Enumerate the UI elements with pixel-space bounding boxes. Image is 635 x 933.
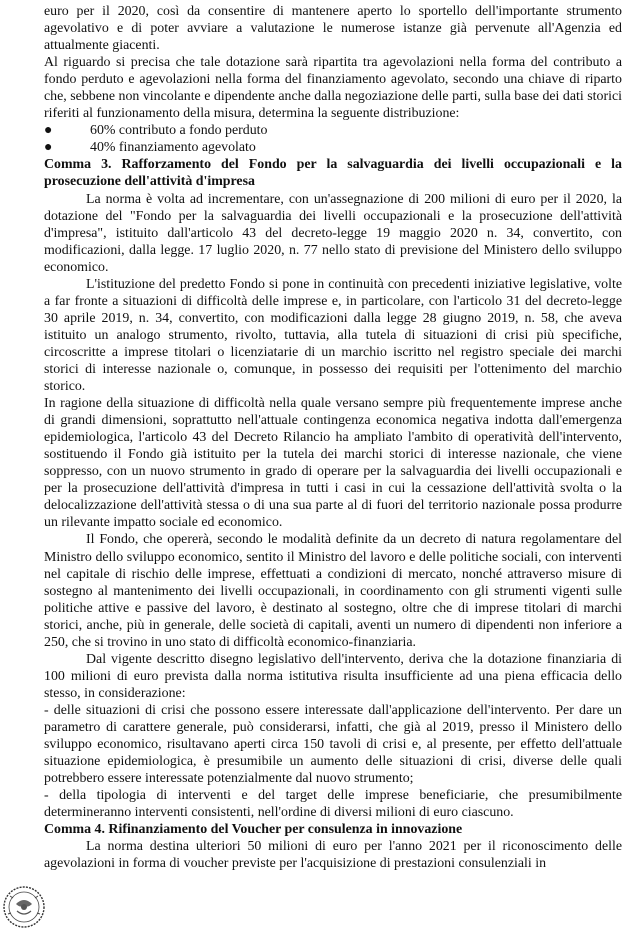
paragraph: euro per il 2020, così da consentire di mantenere aperto lo sportello dell'importante strumento agevolativo e di poter avviare a valutazione le numerose istanze già pervenute all'Agenzia ed attualmente giacenti. — [44, 4, 622, 54]
section-heading-comma-4: Comma 4. Rifinanziamento del Voucher per consulenza in innovazione — [44, 822, 463, 838]
paragraph: In ragione della situazione di difficoltà nella quale versano sempre più frequentemente imprese anche di grandi dimensioni, soprattutto nell'attuale contingenza economica negativa indotta dall'emergenza epidemiologica, l'articolo 43 del Decreto Rilancio ha ampliato l'ambito di operatività dell'intervento, sostituendo il Fondo già istituito per la tutela dei marchi storici di interesse nazionale, che viene soppresso, con un nuovo strumento in grado di operare per la salvaguardia dei livelli occupazionali e per la prosecuzione dell'attività d'impresa in tutti i casi in cui la cessazione dell'attività svolta o la delocalizzazione dell'attività stessa o di una sua parte al di fuori del territorio nazionale possa produrre un rilevante impatto sociale ed economico. — [44, 396, 622, 531]
paragraph: La norma destina ulteriori 50 milioni di euro per l'anno 2021 per il riconoscimento delle agevolazioni in forma di voucher previste per l'acquisizione di prestazioni consulenziali in — [44, 839, 622, 872]
bullet-icon: ● — [44, 140, 53, 156]
paragraph: - delle situazioni di crisi che possono essere interessate dall'applicazione dell'intervento. Per dare un parametro di carattere generale, può considerarsi, infatti, che già al 2019, presso il Ministero dello sviluppo economico, risultavano aperti circa 150 tavoli di crisi e, al presente, per effetto dell'attuale situazione epidemiologica, è presumibile un aumento delle situazioni di crisi, diverse delle quali potrebbero essere interessate potenzialmente dal nuovo strumento; — [44, 702, 622, 787]
list-item — [44, 122, 622, 139]
paragraph: L'istituzione del predetto Fondo si pone in continuità con precedenti iniziative legislative, volte a far fronte a situazioni di difficoltà delle imprese e, in particolare, con l'articolo 31 del decreto-legge 30 aprile 2019, n. 34, convertito, con modificazioni dalla legge 28 giugno 2019, n. 58, che aveva istituito un analogo strumento, rivolto, tuttavia, alla tutela di situazioni di crisi più specifiche, circoscritte a imprese titolari o licenziatarie di un marchio iscritto nel registro speciale dei marchi storici di interesse nazionale o, comunque, in possesso dei requisiti per l'ottenimento del marchio storico. — [44, 276, 622, 395]
paragraph: La norma è volta ad incrementare, con un'assegnazione di 200 milioni di euro per il 2020, la dotazione del "Fondo per la salvaguardia dei livelli occupazionali e la prosecuzione dell'attività d'impresa", istituito dall'articolo 43 del decreto-legge 19 maggio 2020 n. 34, convertito, con modificazioni, dalla legge. 17 luglio 2020, n. 77 nello stato di previsione del Ministero dello sviluppo economico. — [44, 191, 622, 275]
list-item-text: 60% contributo a fondo perduto — [90, 123, 268, 139]
paragraph: Dal vigente descritto disegno legislativo dell'intervento, deriva che la dotazione finanziaria di 100 milioni di euro prevista dalla norma istitutiva risulta insufficiente ad una piena efficacia dello stesso, in considerazione: — [44, 651, 622, 701]
document-page — [44, 3, 622, 872]
paragraph: Il Fondo, che opererà, secondo le modalità definite da un decreto di natura regolamentare del Ministro dello sviluppo economico, sentito il Ministro del lavoro e delle politiche sociali, con interventi nel capitale di rischio delle imprese, effettuati a condizioni di mercato, nonché attraverso misure di sostegno al mantenimento dei livelli occupazionali, in coordinamento con gli strumenti vigenti sulle politiche attive e passive del lavoro, è destinato al sostegno, oltre che di imprese titolari di marchi storici, anche, più in generale, delle società di capitali, aventi un numero di dipendenti non inferiore a 250, che si trovino in uno stato di difficoltà economico-finanziaria. — [44, 532, 622, 650]
list-item — [44, 139, 622, 156]
section-heading-comma-3: Comma 3. Rafforzamento del Fondo per la salvaguardia dei livelli occupazionali e la prosecuzione dell'attività d'impresa — [44, 157, 622, 190]
list-item-text: 40% finanziamento agevolato — [90, 140, 256, 156]
bullet-icon: ● — [44, 123, 53, 139]
distribution-list — [44, 122, 622, 156]
official-seal-stamp-icon — [2, 884, 46, 930]
paragraph: Al riguardo si precisa che tale dotazione sarà ripartita tra agevolazioni nella forma del contributo a fondo perduto e agevolazioni nella forma del finanziamento agevolato, secondo una chiave di riparto che, sebbene non vincolante e dipendente anche dalla negoziazione delle parti, sulla base dei dati storici riferiti al funzionamento della misura, determina la seguente distribuzione: — [44, 55, 622, 122]
paragraph: - della tipologia di interventi e del target delle imprese beneficiarie, che presumibilmente determineranno interventi consistenti, nell'ordine di diversi milioni di euro ciascuno. — [44, 788, 622, 821]
